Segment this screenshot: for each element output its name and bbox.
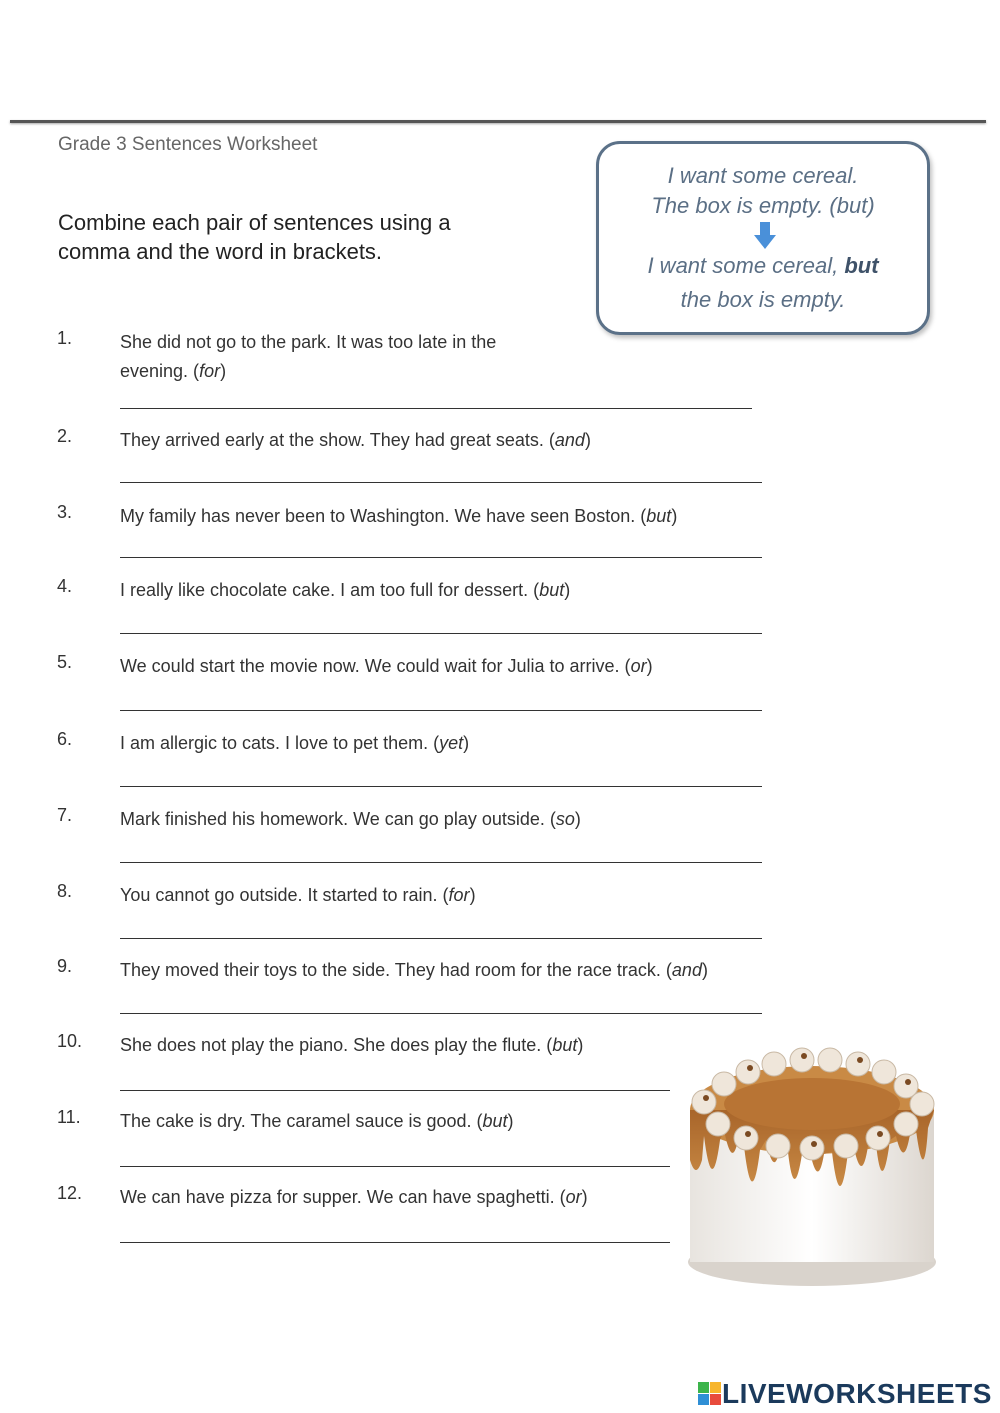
- hint-close-bracket: ): [701, 960, 708, 980]
- answer-line[interactable]: [120, 862, 762, 863]
- answer-line[interactable]: [120, 786, 762, 787]
- answer-line[interactable]: [120, 710, 762, 711]
- question-text: [120, 1107, 780, 1136]
- question-sentences: The cake is dry. The caramel sauce is good. (: [120, 1111, 483, 1131]
- question-text: [120, 328, 540, 386]
- question-sentences: She does not play the piano. She does play the flute. (: [120, 1035, 553, 1055]
- question-sentences: She did not go to the park. It was too late in the evening. (: [120, 332, 497, 381]
- example-sentence-1: I want some cereal.: [667, 163, 859, 188]
- question-number: 10.: [57, 1031, 83, 1051]
- question-number: 8.: [57, 881, 73, 901]
- question-text: [120, 881, 780, 910]
- question-sentences: They moved their toys to the side. They had room for the race track. (: [120, 960, 672, 980]
- answer-line[interactable]: [120, 1013, 762, 1014]
- answer-line[interactable]: [120, 1090, 670, 1091]
- watermark-text: LIVEWORKSHEETS: [722, 1378, 992, 1409]
- conjunction-hint: and: [671, 960, 702, 980]
- question-number: 2.: [57, 426, 73, 446]
- down-arrow-icon: [754, 222, 776, 250]
- example-sentence-2: The box is empty. (but): [651, 193, 875, 218]
- question-sentences: They arrived early at the show. They had great seats. (: [120, 430, 555, 450]
- hint-close-bracket: ): [581, 1187, 588, 1207]
- question-number: 6.: [57, 729, 73, 749]
- question-number: 1.: [57, 328, 73, 348]
- conjunction-hint: and: [554, 430, 585, 450]
- example-result-conjunction: but: [844, 253, 879, 278]
- conjunction-hint: or: [630, 656, 647, 676]
- hint-close-bracket: ): [469, 885, 476, 905]
- question-sentences: I am allergic to cats. I love to pet them. (: [120, 733, 440, 753]
- question-text: [120, 1031, 780, 1060]
- answer-line[interactable]: [120, 408, 752, 409]
- hint-close-bracket: ): [463, 733, 470, 753]
- answer-line[interactable]: [120, 557, 762, 558]
- conjunction-hint: or: [565, 1187, 582, 1207]
- example-result-line-1: [599, 253, 927, 279]
- example-result-text: I want some cereal,: [647, 253, 845, 278]
- cake-illustration: [682, 1040, 942, 1290]
- conjunction-hint: for: [448, 885, 470, 905]
- answer-line[interactable]: [120, 1242, 670, 1243]
- hint-close-bracket: ): [564, 580, 571, 600]
- instructions-text: Combine each pair of sentences using a comma and the word in brackets.: [58, 210, 451, 264]
- question-number: 4.: [57, 576, 73, 596]
- question-number: 12.: [57, 1183, 83, 1203]
- question-sentences: My family has never been to Washington. We have seen Boston. (: [120, 506, 647, 526]
- hint-close-bracket: ): [507, 1111, 514, 1131]
- question-text: [120, 956, 780, 985]
- question-text: [120, 426, 780, 455]
- example-result-line-2: the box is empty.: [680, 287, 846, 312]
- conjunction-hint: but: [646, 506, 672, 526]
- conjunction-hint: yet: [439, 733, 464, 753]
- worksheet-subtitle: Grade 3 Sentences Worksheet: [58, 134, 318, 155]
- question-sentences: Mark finished his homework. We can go play outside. (: [120, 809, 556, 829]
- conjunction-hint: but: [552, 1035, 578, 1055]
- answer-line[interactable]: [120, 938, 762, 939]
- question-text: [120, 576, 780, 605]
- hint-close-bracket: ): [577, 1035, 584, 1055]
- question-number: 7.: [57, 805, 73, 825]
- question-sentences: You cannot go outside. It started to rain. (: [120, 885, 449, 905]
- hint-close-bracket: ): [584, 430, 591, 450]
- answer-line[interactable]: [120, 633, 762, 634]
- hint-close-bracket: ): [574, 809, 581, 829]
- question-text: [120, 502, 780, 531]
- question-number: 5.: [57, 652, 73, 672]
- question-number: 11.: [57, 1107, 81, 1127]
- hint-close-bracket: ): [220, 361, 227, 381]
- question-sentences: We could start the movie now. We could wait for Julia to arrive. (: [120, 656, 631, 676]
- example-box: [596, 141, 930, 335]
- question-number: 3.: [57, 502, 73, 522]
- answer-line[interactable]: [120, 482, 762, 483]
- question-number: 9.: [57, 956, 73, 976]
- question-sentences: I really like chocolate cake. I am too full for dessert. (: [120, 580, 540, 600]
- question-text: [120, 1183, 780, 1212]
- top-divider: [10, 120, 986, 123]
- question-sentences: We can have pizza for supper. We can have spaghetti. (: [120, 1187, 566, 1207]
- conjunction-hint: so: [555, 809, 575, 829]
- conjunction-hint: but: [482, 1111, 508, 1131]
- answer-line[interactable]: [120, 1166, 670, 1167]
- liveworksheets-watermark: [698, 1376, 994, 1410]
- hint-close-bracket: ): [646, 656, 653, 676]
- conjunction-hint: for: [199, 361, 221, 381]
- question-text: [120, 652, 780, 681]
- liveworksheets-logo-icon: [698, 1382, 722, 1406]
- conjunction-hint: but: [539, 580, 565, 600]
- question-text: [120, 729, 780, 758]
- question-text: [120, 805, 780, 834]
- hint-close-bracket: ): [671, 506, 678, 526]
